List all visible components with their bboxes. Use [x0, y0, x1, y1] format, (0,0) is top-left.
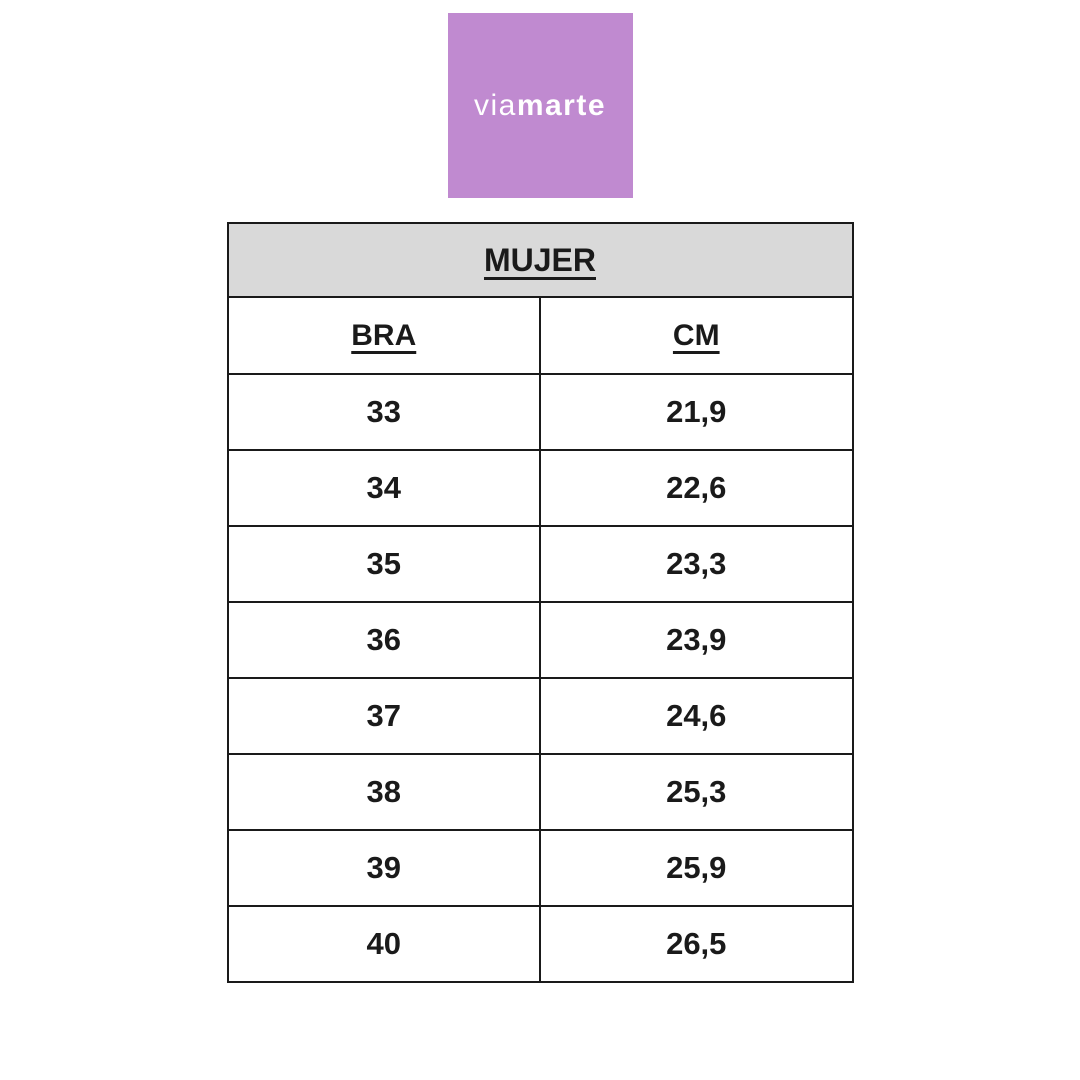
size-bra-cell: 40	[228, 906, 541, 982]
brand-logo	[448, 13, 633, 198]
size-cm-cell: 22,6	[540, 450, 853, 526]
size-cm-cell: 23,3	[540, 526, 853, 602]
table-row	[228, 754, 853, 830]
size-bra-cell: 39	[228, 830, 541, 906]
size-cm-cell: 25,3	[540, 754, 853, 830]
column-header-bra-label: BRA	[351, 318, 417, 352]
column-header-row	[228, 297, 853, 374]
size-cm-cell: 26,5	[540, 906, 853, 982]
brand-name-marte: marte	[516, 88, 607, 122]
column-header-cm-label: CM	[672, 318, 720, 352]
column-header-bra	[228, 297, 541, 374]
size-bra-cell: 36	[228, 602, 541, 678]
size-bra-cell: 34	[228, 450, 541, 526]
table-row	[228, 678, 853, 754]
size-bra-cell: 37	[228, 678, 541, 754]
table-title-cell	[228, 223, 853, 297]
size-cm-cell: 21,9	[540, 374, 853, 450]
size-bra-cell: 33	[228, 374, 541, 450]
table-title: MUJER	[483, 241, 596, 278]
size-cm-cell: 24,6	[540, 678, 853, 754]
size-cm-cell: 25,9	[540, 830, 853, 906]
table-row	[228, 906, 853, 982]
table-row	[228, 374, 853, 450]
column-header-cm	[540, 297, 853, 374]
brand-logo-text	[473, 88, 607, 122]
table-row	[228, 526, 853, 602]
table-row	[228, 602, 853, 678]
table-title-row	[228, 223, 853, 297]
table-row	[228, 830, 853, 906]
size-chart-table	[227, 222, 854, 983]
size-cm-cell: 23,9	[540, 602, 853, 678]
brand-name-via: via	[473, 88, 517, 122]
size-bra-cell: 38	[228, 754, 541, 830]
size-bra-cell: 35	[228, 526, 541, 602]
table-row	[228, 450, 853, 526]
